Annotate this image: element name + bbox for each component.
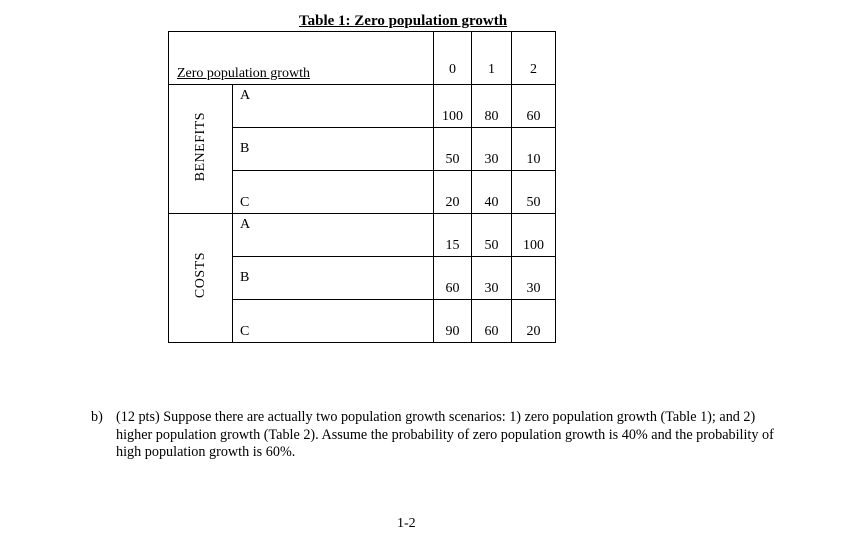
table-cell: 100 xyxy=(512,214,556,257)
table-cell: 60 xyxy=(512,85,556,128)
table-cell: 50 xyxy=(472,214,512,257)
table-cell: 30 xyxy=(472,257,512,300)
column-header: 0 xyxy=(434,32,472,85)
table-cell: 20 xyxy=(512,300,556,343)
corner-label: Zero population growth xyxy=(177,66,310,81)
row-label: A xyxy=(233,85,434,128)
group-label-costs: COSTS xyxy=(192,252,208,299)
column-header: 2 xyxy=(512,32,556,85)
table-cell: 100 xyxy=(434,85,472,128)
table-cell: 60 xyxy=(472,300,512,343)
page-number: 1-2 xyxy=(397,516,416,531)
row-label: B xyxy=(233,257,434,300)
row-label: A xyxy=(233,214,434,257)
table-row xyxy=(169,85,556,128)
benefits-group-cell xyxy=(169,85,233,214)
row-label: C xyxy=(233,300,434,343)
table-cell: 20 xyxy=(434,171,472,214)
group-label-benefits: BENEFITS xyxy=(192,111,208,182)
table-cell: 90 xyxy=(434,300,472,343)
row-label: C xyxy=(233,171,434,214)
table-cell: 40 xyxy=(472,171,512,214)
table-cell: 30 xyxy=(472,128,512,171)
table-cell: 60 xyxy=(434,257,472,300)
row-label: B xyxy=(233,128,434,171)
question-text: (12 pts) Suppose there are actually two population growth scenarios: 1) zero population growth (Table 1); and 2) higher population growth (Table 2). Assume the probability of zero population growth is 40% and the probability of high population growth is 60%. xyxy=(116,409,774,460)
table-cell: 15 xyxy=(434,214,472,257)
table-cell: 10 xyxy=(512,128,556,171)
question-b xyxy=(91,409,791,462)
table-cell: 80 xyxy=(472,85,512,128)
header-row xyxy=(169,32,556,85)
corner-cell xyxy=(169,32,434,85)
zero-population-growth-table xyxy=(168,31,556,343)
table-title: Table 1: Zero population growth xyxy=(299,13,508,29)
table-cell: 50 xyxy=(512,171,556,214)
table-row xyxy=(169,214,556,257)
costs-group-cell xyxy=(169,214,233,343)
question-label: b) xyxy=(91,409,103,425)
column-header: 1 xyxy=(472,32,512,85)
table-cell: 50 xyxy=(434,128,472,171)
table-cell: 30 xyxy=(512,257,556,300)
